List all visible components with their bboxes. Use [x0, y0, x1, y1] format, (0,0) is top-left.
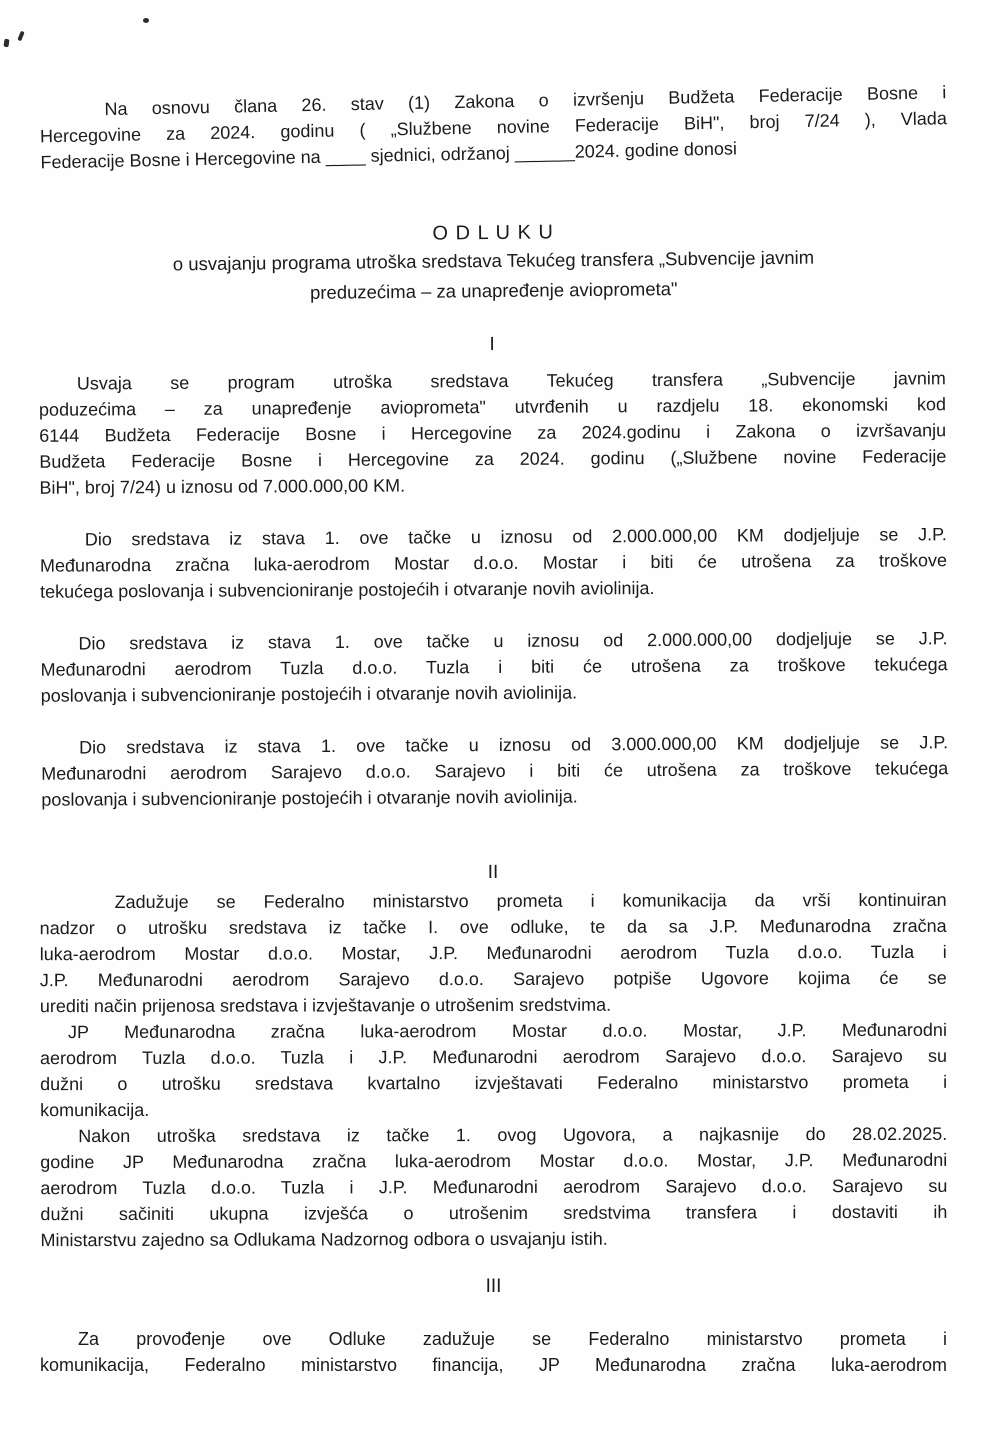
text-line: komunikacija. [40, 1099, 150, 1121]
document-body [40, 0, 947, 1378]
text-line: komunikacija, Federalno ministarstvo financija, JP Međunarodna zračna luka-aerodrom [40, 1355, 947, 1375]
title-block [40, 215, 948, 310]
text-line: nadzor o utrošku sredstava iz tačke I. ove odluke, te da sa J.P. Međunarodna zračna [39, 915, 947, 939]
text-line: 6144 Budžeta Federacije Bosne i Hercegovine za 2024.godinu i Zakona o izvršavanju [39, 420, 947, 446]
paragraph [40, 1017, 947, 1123]
paragraph-preamble [39, 79, 947, 175]
text-line: luka-aerodrom Mostar d.o.o. Mostar, J.P. Međunarodni aerodrom Tuzla d.o.o. Tuzla i [39, 941, 947, 965]
paragraph [41, 729, 948, 813]
text-line: dužni sačiniti ukupna izvješća o utrošenim sredstvima transfera i dostaviti ih [40, 1201, 948, 1225]
text-line: Na osnovu člana 26. stav (1) Zakona o izvršenju Budžeta Federacije Bosne i [104, 82, 947, 120]
paragraph [39, 365, 947, 501]
scan-speck [17, 31, 24, 42]
paragraph [40, 625, 947, 709]
document-subtitle-line: preduzećima – za unapređenje avioprometa" [309, 278, 678, 303]
text-line: tekućega poslovanja i subvencioniranje postojećih i otvaranje novih aviolinija. [40, 578, 655, 602]
text-line: J.P. Međunarodni aerodrom Sarajevo d.o.o. Sarajevo potpiše Ugovore kojima će se [39, 967, 947, 991]
text-line: Hercegovine za 2024. godinu ( „Službene novine Federacije BiH", broj 7/24 ), Vlada [39, 108, 948, 147]
text-line: aerodrom Tuzla d.o.o. Tuzla i J.P. Međunarodni aerodrom Sarajevo d.o.o. Sarajevo su [40, 1175, 948, 1199]
paragraph [40, 1121, 947, 1253]
text-line: Federacije Bosne i Hercegovine na ____ sjednici, održanoj ______2024. godine donosi [40, 138, 738, 173]
paragraph [40, 887, 947, 1019]
text-line: poslovanja i subvencioniranje postojećih i otvaranje novih aviolinija. [41, 786, 578, 810]
text-line: poslovanja i subvencioniranje postojećih i otvaranje novih aviolinija. [40, 682, 578, 706]
section-numeral: II [487, 861, 499, 884]
text-line: JP Međunarodna zračna luka-aerodrom Mostar d.o.o. Mostar, J.P. Međunarodni [67, 1019, 947, 1043]
paragraph [40, 521, 947, 605]
text-line: Nakon utroška sredstava iz tačke 1. ovog Ugovora, a najkasnije do 28.02.2025. [78, 1123, 948, 1147]
document-title: O D L U K U [432, 221, 554, 245]
text-line: Zadužuje se Federalno ministarstvo prometa i komunikacija da vrši kontinuiran [114, 889, 947, 912]
section-numeral: III [485, 1276, 502, 1297]
section-numeral: I [489, 333, 495, 356]
text-line: Međunarodna zračna luka-aerodrom Mostar d.o.o. Mostar i biti će utrošena za troškove [39, 550, 948, 576]
scan-speck [3, 39, 9, 48]
text-line: Ministarstvu zajedno sa Odlukama Nadzornog odbora o usvajanju istih. [40, 1228, 608, 1251]
section-iii [40, 1274, 947, 1378]
section-i [39, 329, 949, 813]
text-line: BiH", broj 7/24) u iznosu od 7.000.000,00 KM. [39, 475, 406, 498]
text-line: Budžeta Federacije Bosne i Hercegovine za 2024. godinu („Službene novine Federacije [39, 446, 947, 472]
text-line: Dio sredstava iz stava 1. ove tačke u iznosu od 2.000.000,00 dodjeljuje se J.P. [78, 628, 948, 654]
text-line: Međunarodni aerodrom Sarajevo d.o.o. Sarajevo i biti će utrošena za troškove tekućega [41, 758, 949, 784]
text-line: Međunarodni aerodrom Tuzla d.o.o. Tuzla i biti će utrošena za troškove tekućega [40, 654, 948, 680]
document-subtitle-line: o usvajanju programa utroška sredstava Tekućeg transfera „Subvencije javnim [172, 246, 815, 275]
text-line: Dio sredstava iz stava 1. ove tačke u iznosu od 3.000.000,00 KM dodjeljuje se J.P. [79, 732, 949, 758]
paragraph [40, 1326, 947, 1378]
text-line: Za provođenje ove Odluke zadužuje se Federalno ministarstvo prometa i [78, 1329, 947, 1349]
section-ii [39, 859, 947, 1253]
text-line: aerodrom Tuzla d.o.o. Tuzla i J.P. Međunarodni aerodrom Sarajevo d.o.o. Sarajevo su [39, 1045, 948, 1069]
text-line: godine JP Međunarodna zračna luka-aerodrom Mostar d.o.o. Mostar, J.P. Međunarodni [40, 1149, 948, 1173]
text-line: poduzećima – za unapređenje avioprometa" utvrđenih u razdjelu 18. ekonomski kod [38, 394, 947, 420]
text-line: urediti način prijenosa sredstava i izvještavanje o utrošenim sredstvima. [39, 994, 612, 1017]
text-line: Dio sredstava iz stava 1. ove tačke u iznosu od 2.000.000,00 KM dodjeljuje se J.P. [84, 524, 947, 550]
text-line: dužni o utrošku sredstava kvartalno izvještavati Federalno ministarstvo prometa i [40, 1071, 948, 1095]
text-line: Usvaja se program utroška sredstava Tekućeg transfera „Subvencije javnim [76, 368, 946, 394]
